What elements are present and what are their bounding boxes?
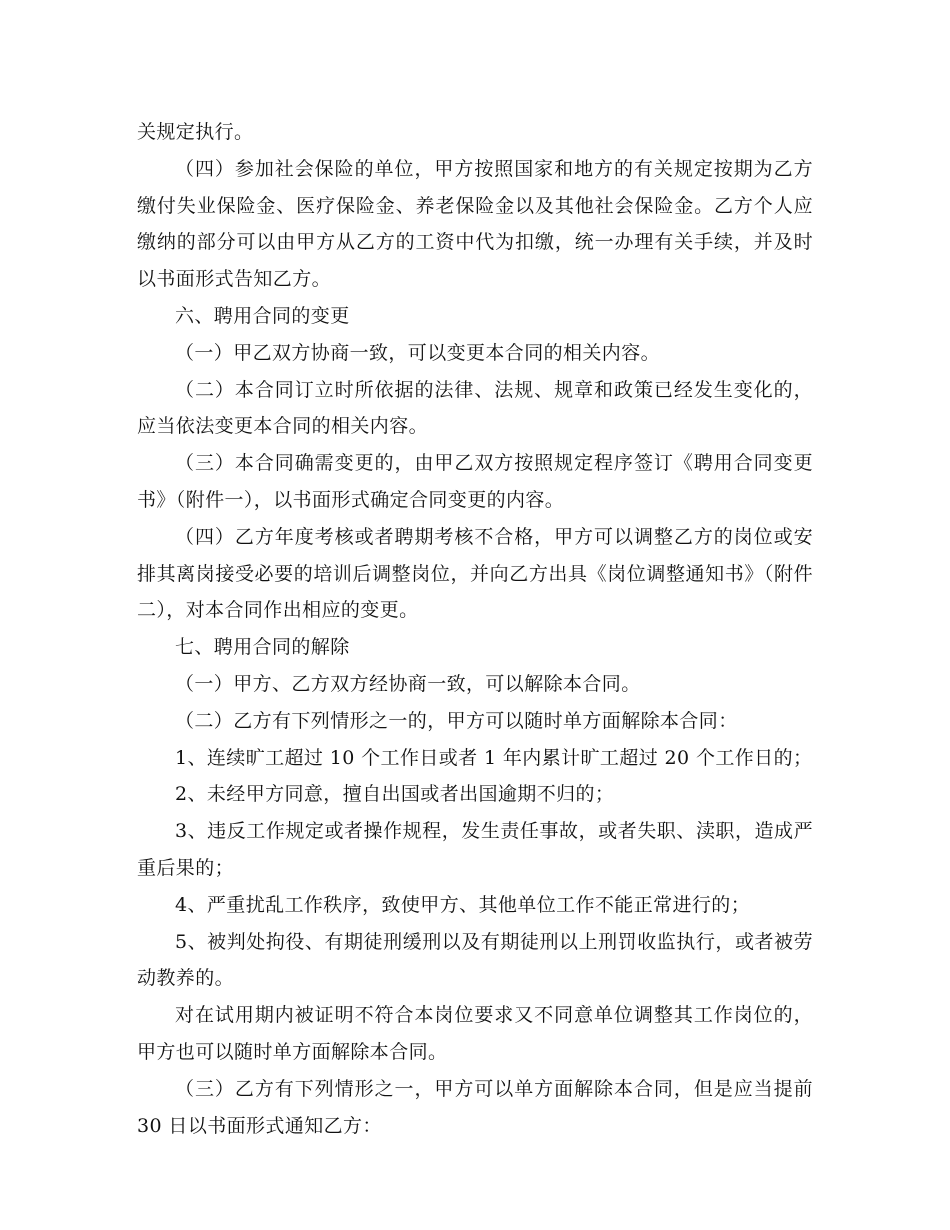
paragraph-continuation: 关规定执行。 bbox=[137, 121, 254, 143]
paragraph-social-insurance: （四）参加社会保险的单位，甲方按照国家和地方的有关规定按期为乙方缴付失业保险金、医疗保险金、养老保险金以及其他社会保险金。乙方个人应缴纳的部分可以由甲方从乙方的工资中代为扣缴，统一办理有关手续，并及时以书面形式告知乙方。 bbox=[137, 157, 813, 291]
clause-termination-3: （三）乙方有下列情形之一，甲方可以单方面解除本合同，但是应当提前 30 日以书面形式通知乙方： bbox=[137, 1077, 813, 1137]
list-item-1: 1、连续旷工超过 10 个工作日或者 1 年内累计旷工超过 20 个工作日的； bbox=[175, 746, 813, 769]
clause-change-3: （三）本合同确需变更的，由甲乙双方按照规定程序签订《聘用合同变更书》（附件一），以书面形式确定合同变更的内容。 bbox=[137, 452, 813, 511]
clause-change-1: （一）甲乙双方协商一致，可以变更本合同的相关内容。 bbox=[175, 341, 661, 364]
clause-termination-1: （一）甲方、乙方双方经协商一致，可以解除本合同。 bbox=[175, 672, 641, 695]
clause-termination-2: （二）乙方有下列情形之一的，甲方可以随时单方面解除本合同： bbox=[175, 709, 738, 732]
section-heading-contract-termination: 七、聘用合同的解除 bbox=[175, 636, 350, 659]
list-item-3: 3、违反工作规定或者操作规程，发生责任事故，或者失职、渎职，造成严重后果的； bbox=[137, 820, 813, 879]
clause-change-2: （二）本合同订立时所依据的法律、法规、规章和政策已经发生变化的，应当依法变更本合同的相关内容。 bbox=[137, 378, 813, 438]
list-item-2: 2、未经甲方同意，擅自出国或者出国逾期不归的； bbox=[175, 783, 615, 806]
document-body bbox=[137, 114, 813, 1144]
list-item-4: 4、严重扰乱工作秩序，致使甲方、其他单位工作不能正常进行的； bbox=[175, 893, 751, 916]
clause-change-4: （四）乙方年度考核或者聘期考核不合格，甲方可以调整乙方的岗位或安排其离岗接受必要的培训后调整岗位，并向乙方出具《岗位调整通知书》（附件二），对本合同作出相应的变更。 bbox=[137, 525, 813, 622]
list-item-5: 5、被判处拘役、有期徒刑缓刑以及有期徒刑以上刑罚收监执行，或者被劳动教养的。 bbox=[137, 930, 813, 990]
section-heading-contract-change: 六、聘用合同的变更 bbox=[175, 304, 350, 327]
paragraph-probation: 对在试用期内被证明不符合本岗位要求又不同意单位调整其工作岗位的，甲方也可以随时单方面解除本合同。 bbox=[137, 1004, 813, 1063]
